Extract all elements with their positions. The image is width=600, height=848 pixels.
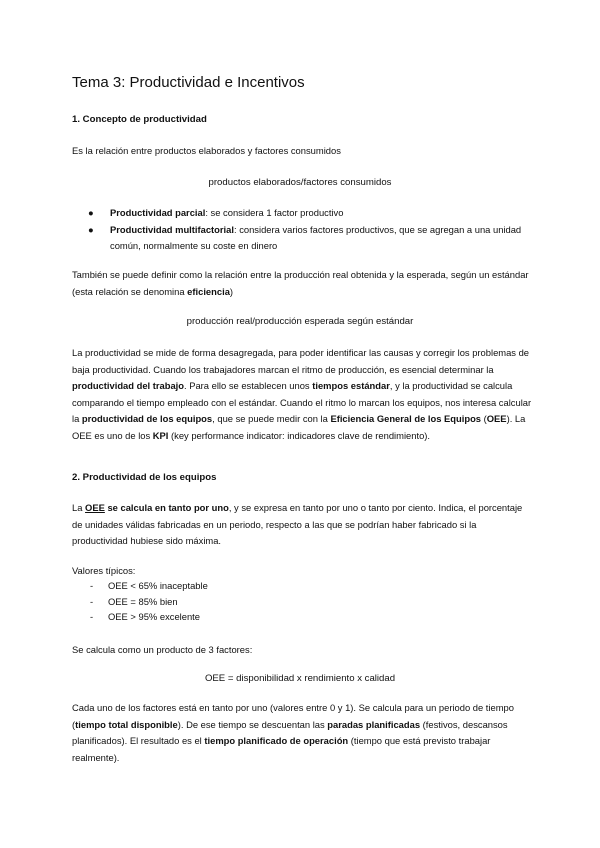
list-item: - OEE = 85% bien <box>90 595 178 607</box>
section-2-heading: 2. Productividad de los equipos <box>72 472 217 483</box>
list-item: ● Productividad multifactorial: considera varios factores productivos, que se agregan a una unidad común, normalmente su coste en dinero <box>88 223 522 251</box>
typical-values-label: Valores típicos: <box>72 565 136 576</box>
oee-paragraph: La OEE se calcula en tanto por uno, y se expresa en tanto por uno o tanto por ciento. Indica, el porcentaje de unidades válidas fabricadas en un periodo, respecto a las que se podrían haber fabricado si la productividad hubiese sido máxima. <box>72 502 523 546</box>
efficiency-paragraph: También se puede definir como la relación entre la producción real obtenida y la esperada, según un estándar (esta relación se denomina eficiencia) <box>72 269 529 297</box>
typical-values-list <box>88 578 208 625</box>
bullet-icon: ● <box>88 207 94 218</box>
list-item: ● Productividad parcial: se considera 1 factor productivo <box>88 205 538 222</box>
productivity-types-list <box>88 205 538 255</box>
measurement-paragraph: La productividad se mide de forma desagregada, para poder identificar las causas y corregir los problemas de baja productividad. Cuando los trabajadores marcan el ritmo de producción, es esencial determinar la productividad del trabajo. Para ello se establecen unos tiempos estándar, y la productividad se calcula comparando el tiempo empleado con el estándar. Cuando el ritmo lo marcan los equipos, nos interesa calcular la productividad de los equipos, que se puede medir con la Eficiencia General de los Equipos (OEE). La OEE es uno de los KPI (key performance indicator: indicadores clave de rendimiento). <box>72 347 532 441</box>
calculation-intro: Se calcula como un producto de 3 factores: <box>72 644 253 655</box>
list-item: - OEE > 95% excelente <box>90 611 200 622</box>
document-title: Tema 3: Productividad e Incentivos <box>72 74 305 91</box>
oee-formula: OEE = disponibilidad x rendimiento x calidad <box>204 673 396 684</box>
productivity-definition: Es la relación entre productos elaborados y factores consumidos <box>72 145 341 156</box>
section-1-heading: 1. Concepto de productividad <box>72 114 207 125</box>
bullet-icon: ● <box>88 223 94 235</box>
productivity-formula: productos elaborados/factores consumidos <box>208 177 392 188</box>
list-item: - OEE < 65% inaceptable <box>90 580 208 591</box>
factors-paragraph: Cada uno de los factores está en tanto por uno (valores entre 0 y 1). Se calcula para un periodo de tiempo (tiempo total disponible). De ese tiempo se descuentan las paradas planificadas (festivos, descansos planificados). El resultado es el tiempo planificado de operación (tiempo que está previsto trabajar realmente). <box>72 702 514 763</box>
efficiency-formula: producción real/producción esperada según estándar <box>186 316 414 327</box>
